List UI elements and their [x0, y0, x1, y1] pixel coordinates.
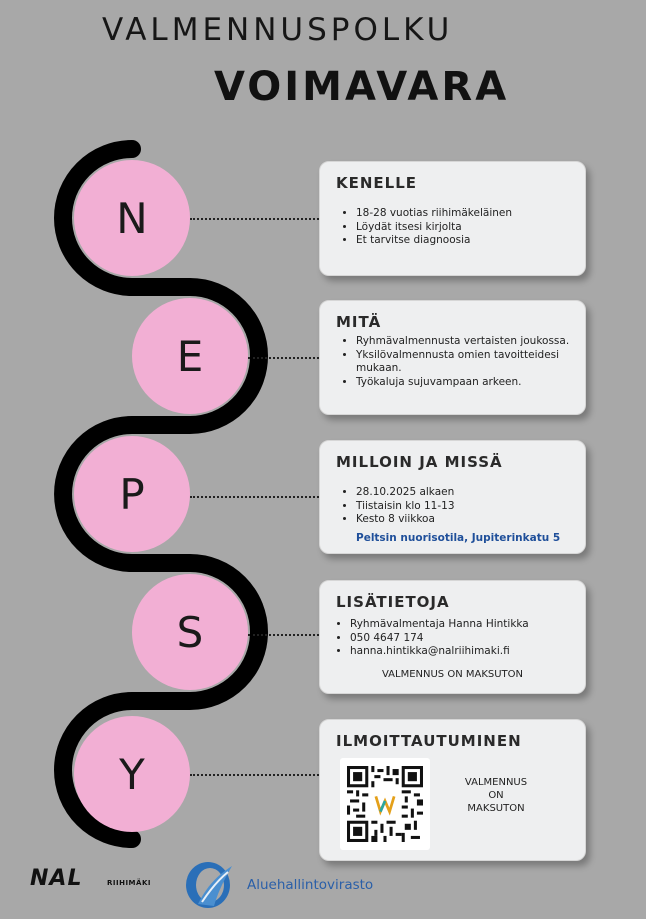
circle-letter-s: S — [132, 574, 248, 690]
free-note: VALMENNUS ON MAKSUTON — [381, 669, 524, 680]
card-list — [336, 335, 571, 389]
list-item: • Yksilövalmennusta omien tavoitteidesi mukaan. — [356, 349, 571, 376]
circle-letter-e: E — [132, 298, 248, 414]
card-lisatietoja — [319, 580, 586, 694]
qr-code[interactable] — [340, 758, 430, 850]
list-item: • Et tarvitse diagnoosia — [356, 234, 512, 248]
list-item: • Kesto 8 viikkoa — [356, 513, 455, 527]
nal-logo-sub: RIIHIMÄKI — [107, 879, 151, 887]
free-note — [456, 776, 536, 815]
card-heading: MITÄ — [336, 313, 382, 331]
location-text: Peltsin nuorisotila, Jupiterinkatu 5 — [356, 532, 561, 544]
page-title: VALMENNUSPOLKU — [102, 12, 454, 48]
connector-line — [190, 774, 319, 776]
avi-logo-icon — [184, 858, 244, 910]
card-milloin — [319, 440, 586, 554]
card-list — [330, 618, 529, 659]
free-note-line: ON — [488, 790, 504, 801]
circle-letter-y: Y — [74, 716, 190, 832]
connector-line — [248, 357, 319, 359]
card-heading: LISÄTIETOJA — [336, 593, 450, 611]
list-item: • 28.10.2025 alkaen — [356, 486, 455, 500]
connector-line — [190, 218, 319, 220]
card-kenelle — [319, 161, 586, 276]
card-heading: ILMOITTAUTUMINEN — [336, 732, 522, 750]
page-subtitle: VOIMAVARA — [214, 64, 510, 110]
list-item: • Ryhmävalmennusta vertaisten joukossa. — [356, 335, 571, 349]
list-item: • Työkaluja sujuvampaan arkeen. — [356, 376, 571, 390]
card-ilmoittautuminen — [319, 719, 586, 861]
circle-letter-p: P — [74, 436, 190, 552]
free-note-line: VALMENNUS — [464, 777, 528, 788]
connector-line — [190, 496, 319, 498]
contact-phone[interactable]: • 050 4647 174 — [350, 632, 529, 646]
card-heading: KENELLE — [336, 174, 418, 192]
card-list — [336, 207, 512, 248]
avi-logo-text: Aluehallintovirasto — [247, 877, 374, 893]
card-mita — [319, 300, 586, 415]
contact-name: • Ryhmävalmentaja Hanna Hintikka — [350, 618, 529, 632]
card-list — [336, 486, 455, 527]
connector-line — [248, 634, 319, 636]
nal-logo: NAL — [30, 866, 83, 891]
circle-letter-n: N — [74, 160, 190, 276]
list-item: • Löydät itsesi kirjolta — [356, 221, 512, 235]
list-item: • 18-28 vuotias riihimäkeläinen — [356, 207, 512, 221]
card-heading: MILLOIN JA MISSÄ — [336, 453, 503, 471]
qr-code-image — [347, 766, 423, 842]
free-note-line: MAKSUTON — [467, 803, 525, 814]
list-item: • Tiistaisin klo 11-13 — [356, 500, 455, 514]
contact-email[interactable]: • hanna.hintikka@nalriihimaki.fi — [350, 645, 529, 659]
